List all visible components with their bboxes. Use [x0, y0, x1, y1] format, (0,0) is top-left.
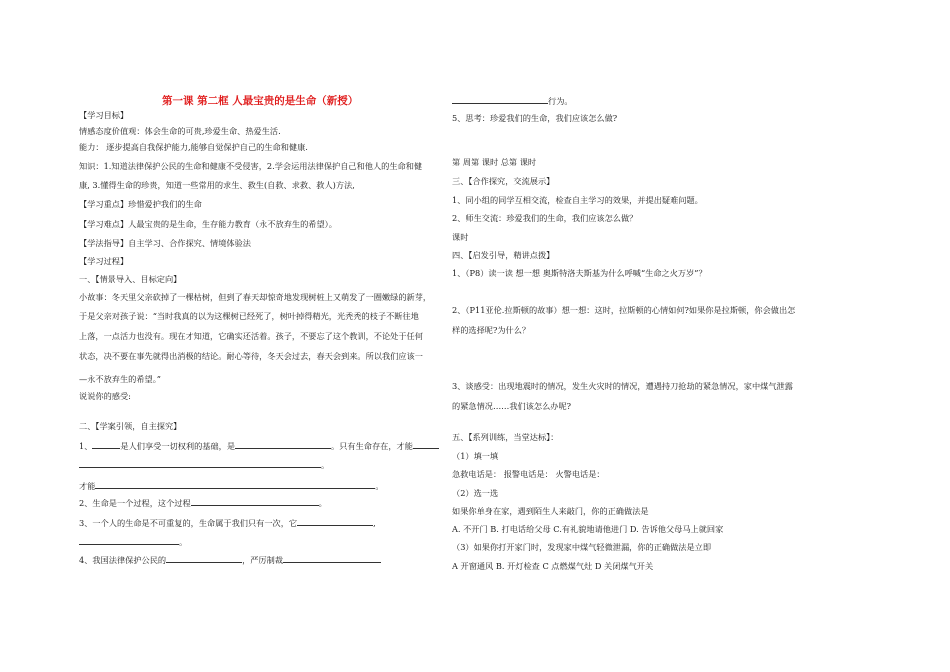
keshi-label: 课时 [452, 232, 469, 242]
question-3-line2 [79, 536, 187, 548]
q2-blank[interactable] [191, 497, 319, 506]
behavior-blank[interactable] [452, 95, 548, 104]
page-title: 第一课 第二框 人最宝贵的是生命（新授） [162, 95, 359, 107]
goal-knowledge-line2: 康, 3.懂得生命的珍贵，知道一些常用的求生、救生(自救、求救、救人)方法, [79, 180, 355, 190]
behavior-line [452, 95, 573, 107]
q1-text-5: 。 [375, 481, 384, 491]
goal-knowledge-line1: 知识：1.知道法律保护公民的生命和健康不受侵害，2.学会运用法律保护自己和他人的生命和健 [79, 161, 423, 171]
coop-item-1: 1、同小组的同学互相交流，检查自主学习的效果，并提出疑难问题。 [452, 195, 703, 205]
q1-text-4: 才能 [79, 481, 96, 491]
q1-text-3: 。 [321, 460, 330, 470]
key-point: 【学习重点】珍惜爱护我们的生命 [79, 199, 202, 209]
section1-heading: 一、【情景导入、目标定向】 [79, 274, 182, 284]
story-line2: 于是父亲对孩子说：“当时我真的以为这棵树已经死了，树叶掉得精光，光秃秃的枝子不断往地 [79, 311, 419, 321]
q1-blank-3[interactable] [413, 440, 439, 449]
q4-blank-1[interactable] [166, 554, 242, 563]
q2-text-2: 。 [318, 498, 327, 508]
q1-blank-5[interactable] [95, 480, 375, 489]
guide-item-3-line1: 3、谈感受：出现地震时的情况，发生火灾时的情况，遭遇持刀抢劫的紧急情况，家中煤气泄露 [452, 381, 793, 391]
question-3-line1: 3、一个人的生命是不可重复的，生命属于我们只有一次，它 , [79, 518, 376, 528]
phones-line: 急救电话是： 报警电话是： 火警电话是： [452, 469, 605, 479]
story-line3: 上落，一点活力也没有。现在才知道，它确实还活着。孩子，不要忘了这个教训，不论处于任何 [79, 331, 423, 341]
difficulty: 【学习难点】人最宝贵的是生命，生存能力教育（永不放弃生的希望）。 [79, 219, 337, 229]
question-2 [79, 497, 327, 509]
q1-blank-2[interactable] [235, 440, 331, 449]
feeling-prompt: 说说你的感受: [79, 391, 131, 401]
q1-text-2: 。只有生命存在，才能 [331, 441, 413, 451]
behavior-text: 行为。 [548, 96, 573, 106]
question-5: 5、思考：珍爱我们的生命，我们应该怎么做? [452, 113, 618, 123]
q3-text-2: 。 [179, 537, 188, 547]
story-line4: 状态，决不要在事先就得出消极的结论。耐心等待，冬天会过去，春天会到来。所以我们应该一 [79, 351, 423, 361]
fill-heading: （1）填一填 [452, 451, 499, 461]
q1-number: 1、 [79, 441, 93, 451]
q1-blank-1[interactable] [92, 440, 120, 449]
q4-text-1: 4、我国法律保护公民的 [79, 555, 167, 565]
question-1-line2 [79, 459, 329, 471]
choice-1-options: A. 不开门 B. 打电话给父母 C.有礼貌地请他进门 D. 告诉他父母马上就回家 [452, 524, 724, 534]
choice-2-options: A 开窗通风 B. 开灯检查 C 点燃煤气灶 D 关闭煤气开关 [452, 561, 654, 571]
section4-heading: 四、【启发引导，精讲点拨】 [452, 250, 555, 260]
section5-heading: 五、【系列训练，当堂达标】： [452, 432, 559, 442]
q1-blank-4[interactable] [79, 459, 321, 468]
question-1-line3 [79, 480, 384, 492]
story-line5: —永不放弃生的希望。” [79, 374, 161, 384]
choice-1-question: 如果你单身在家，遇到陌生人来敲门，你的正确做法是 [452, 506, 649, 516]
story-line1: 小故事：冬天里父亲砍掉了一棵枯树，但到了春天却惊奇地发现树桩上又萌发了一圈嫩绿的新芽， [79, 292, 432, 302]
process-heading: 【学习过程】 [79, 256, 129, 266]
guide-item-3-line2: 的紧急情况……我们该怎么办呢? [452, 401, 572, 411]
goals-heading: 【学习目标】 [79, 110, 129, 120]
coop-item-2: 2、师生交流：珍爱我们的生命，我们应该怎么做？ [452, 213, 638, 223]
question-1-line1 [79, 440, 439, 452]
section2-heading: 二、【学案引领，自主探究】 [79, 421, 182, 431]
q2-text-1: 2、生命是一个过程，这个过程 [79, 498, 191, 508]
goal-ability: 能力： 逐步提高自我保护能力,能够自觉保护自己的生命和健康. [79, 142, 308, 152]
q4-blank-2[interactable] [283, 554, 381, 563]
goal-emotion: 情感态度价值观：体会生命的可贵,珍爱生命、热爱生活. [79, 126, 281, 136]
guide-item-2-line2: 样的选择呢?为什么？ [452, 325, 531, 335]
choose-heading: （2）选一选 [452, 488, 499, 498]
guide-item-1: 1、（P8）读一读 想一想 奥斯特洛夫斯基为什么呼喊“生命之火万岁”？ [452, 268, 707, 278]
q1-text-1: 是人们享受一切权利的基础，是 [120, 441, 236, 451]
question-4 [79, 554, 381, 566]
q4-text-2: ，严厉制裁 [242, 555, 284, 565]
choice-2-question: （3）如果你打开家门时，发现家中煤气轻微泄漏，你的正确做法是立即 [452, 542, 712, 552]
q3-blank-2[interactable] [79, 536, 179, 545]
method: 【学法指导】自主学习、合作探究、情境体验法 [79, 238, 251, 248]
q3-blank-1[interactable] [297, 517, 373, 526]
q3-text-1: 3、一个人的生命是不可重复的，生命属于我们只有一次，它 [79, 518, 298, 528]
section3-heading: 三、【合作探究，交流展示】 [452, 176, 555, 186]
guide-item-2-line1: 2、（P11亚伦.拉斯顿的故事）想一想：这时，拉斯顿的心情如何?如果你是拉斯顿，你会做出怎 [452, 305, 796, 315]
schedule-line: 第 周第 课时 总第 课时 [452, 157, 537, 167]
